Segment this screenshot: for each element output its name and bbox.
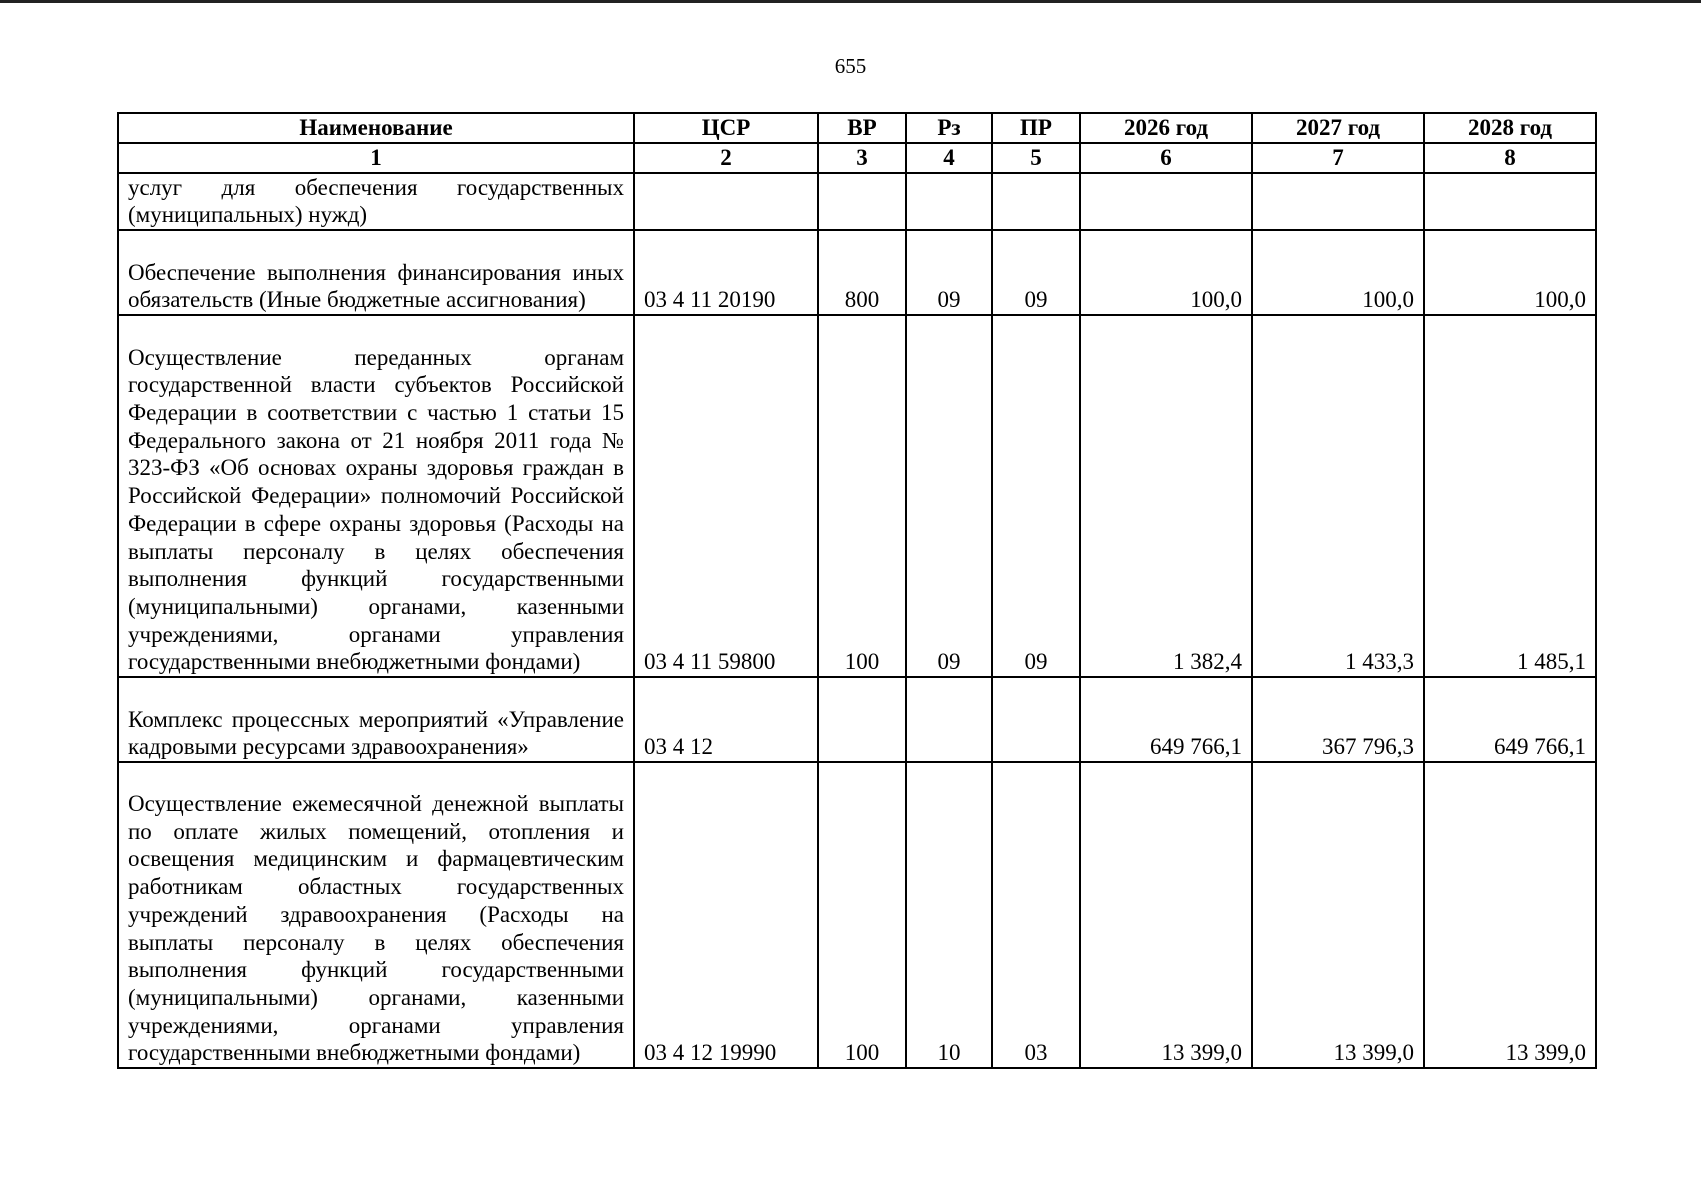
column-number: 5 [992, 143, 1080, 173]
row-amount-2026: 649 766,1 [1080, 677, 1252, 762]
row-amount-2027: 13 399,0 [1252, 762, 1424, 1068]
row-name: Осуществление переданных органам государственной власти субъектов Российской Федерации в соответствии с частью 1 статьи 15 Федерального закона от 21 ноября 2011 года № 323-ФЗ «Об основах охраны здоровья граждан в Российской Федерации» полномочий Российской Федерации в сфере охраны здоровья (Расходы на выплаты персоналу в целях обеспечения выполнения функций государственными (муниципальными) органами, казенными учреждениями, органами управления государственными внебюджетными фондами) [118, 315, 634, 677]
row-amount-2026: 1 382,4 [1080, 315, 1252, 677]
column-number: 3 [818, 143, 906, 173]
column-number: 2 [634, 143, 818, 173]
row-amount-2028: 649 766,1 [1424, 677, 1596, 762]
row-vr: 100 [818, 762, 906, 1068]
column-number: 6 [1080, 143, 1252, 173]
header-row [118, 113, 1596, 143]
row-csr: 03 4 12 19990 [634, 762, 818, 1068]
header-vr: ВР [818, 113, 906, 143]
row-name: Осуществление ежемесячной денежной выплаты по оплате жилых помещений, отопления и освещения медицинским и фармацевтическим работникам областных государственных учреждений здравоохранения (Расходы на выплаты персоналу в целях обеспечения выполнения функций государственными (муниципальными) органами, казенными учреждениями, органами управления государственными внебюджетными фондами) [118, 762, 634, 1068]
column-number: 1 [118, 143, 634, 173]
header-2026: 2026 год [1080, 113, 1252, 143]
header-name: Наименование [118, 113, 634, 143]
header-2027: 2027 год [1252, 113, 1424, 143]
top-border-line [0, 0, 1701, 3]
row-name: услуг для обеспечения государственных (муниципальных) нужд) [118, 173, 634, 230]
row-amount-2027: 1 433,3 [1252, 315, 1424, 677]
column-number-row [118, 143, 1596, 173]
row-rz: 09 [906, 315, 992, 677]
row-name: Обеспечение выполнения финансирования иных обязательств (Иные бюджетные ассигнования) [118, 230, 634, 315]
table-row [118, 762, 1596, 1068]
row-amount-2028 [1424, 173, 1596, 230]
column-number: 8 [1424, 143, 1596, 173]
row-amount-2028: 13 399,0 [1424, 762, 1596, 1068]
header-2028: 2028 год [1424, 113, 1596, 143]
row-amount-2027: 367 796,3 [1252, 677, 1424, 762]
row-pr [992, 677, 1080, 762]
row-pr: 09 [992, 315, 1080, 677]
row-rz [906, 173, 992, 230]
table-row [118, 173, 1596, 230]
row-amount-2026: 100,0 [1080, 230, 1252, 315]
row-vr [818, 677, 906, 762]
header-pr: ПР [992, 113, 1080, 143]
column-number: 7 [1252, 143, 1424, 173]
row-name: Комплекс процессных мероприятий «Управление кадровыми ресурсами здравоохранения» [118, 677, 634, 762]
table-row [118, 230, 1596, 315]
row-vr: 800 [818, 230, 906, 315]
table-row [118, 677, 1596, 762]
row-amount-2027: 100,0 [1252, 230, 1424, 315]
row-rz [906, 677, 992, 762]
row-csr: 03 4 11 20190 [634, 230, 818, 315]
budget-table [117, 112, 1597, 1069]
row-rz: 09 [906, 230, 992, 315]
header-csr: ЦСР [634, 113, 818, 143]
row-vr: 100 [818, 315, 906, 677]
row-pr: 03 [992, 762, 1080, 1068]
row-amount-2027 [1252, 173, 1424, 230]
row-amount-2026: 13 399,0 [1080, 762, 1252, 1068]
column-number: 4 [906, 143, 992, 173]
row-csr: 03 4 12 [634, 677, 818, 762]
row-csr [634, 173, 818, 230]
row-rz: 10 [906, 762, 992, 1068]
page-number: 655 [834, 54, 867, 78]
header-rz: Рз [906, 113, 992, 143]
row-amount-2028: 100,0 [1424, 230, 1596, 315]
row-amount-2028: 1 485,1 [1424, 315, 1596, 677]
row-csr: 03 4 11 59800 [634, 315, 818, 677]
row-vr [818, 173, 906, 230]
table-row [118, 315, 1596, 677]
row-pr: 09 [992, 230, 1080, 315]
row-amount-2026 [1080, 173, 1252, 230]
row-pr [992, 173, 1080, 230]
